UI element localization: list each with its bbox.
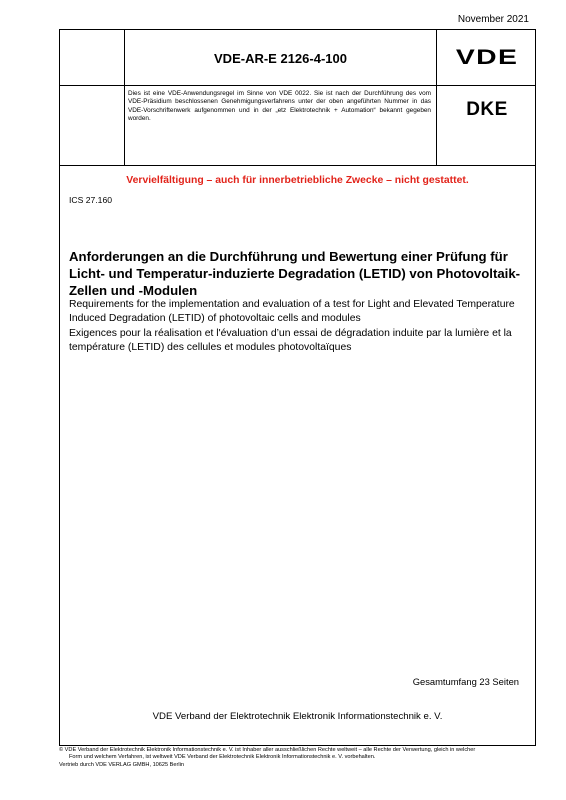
dke-logo: DKE [466, 99, 508, 120]
publication-date: November 2021 [457, 14, 529, 25]
title-german: Anforderungen an die Durchführung und Bewertung einer Prüfung für Licht- und Temperatur-induzierte Degradation (LETID) von Photovoltaik-Zellen und -Modulen [69, 249, 521, 298]
copyright-line-1: © VDE Verband der Elektrotechnik Elektronik Informationstechnik e. V. ist Inhaber aller ausschließlichen Rechte weltweit – alle Rechte der Verwertung, gleich in welcher [59, 747, 476, 753]
publisher-name: VDE Verband der Elektrotechnik Elektronik Informationstechnik e. V. [152, 711, 443, 722]
ics-code: ICS 27.160 [69, 195, 112, 205]
document-frame [59, 29, 536, 746]
vde-logo [437, 30, 537, 86]
total-pages: Gesamtumfang 23 Seiten [412, 676, 519, 687]
distribution-line: Vertrieb durch VDE VERLAG GMBH, 10625 Berlin [59, 761, 184, 768]
title-english: Requirements for the implementation and evaluation of a test for Light and Elevated Temperature Induced Degradation (LETID) of photovoltaic cells and modules [69, 299, 515, 324]
copy-restriction-warning: Vervielfältigung – auch für innerbetriebliche Zwecke – nicht gestattet. [126, 175, 469, 186]
footer [59, 747, 539, 769]
copyright-line-2: Form und welchem Verfahren, ist weltweit VDE Verband der Elektrotechnik Elektronik Informationstechnik e. V. vorbehalten. [69, 754, 376, 761]
vde-logo-text: VDE [455, 46, 519, 69]
document-number: VDE-AR-E 2126-4-100 [214, 50, 347, 66]
title-french: Exigences pour la réalisation et l'évaluation d’un essai de dégradation induite par la lumière et la température (LETID) des cellules et modules photovoltaïques [69, 328, 512, 353]
application-rule-notice: Dies ist eine VDE-Anwendungsregel im Sinne von VDE 0022. Sie ist nach der Durchführung des vom VDE-Präsidium beschlossenen Genehmigungsverfahrens unter der oben angeführten Nummer in das VDE-Vorschriftenwerk aufgenommen und in der „etz Elektrotechnik + Automation“ bekannt gegeben worden. [128, 90, 431, 122]
